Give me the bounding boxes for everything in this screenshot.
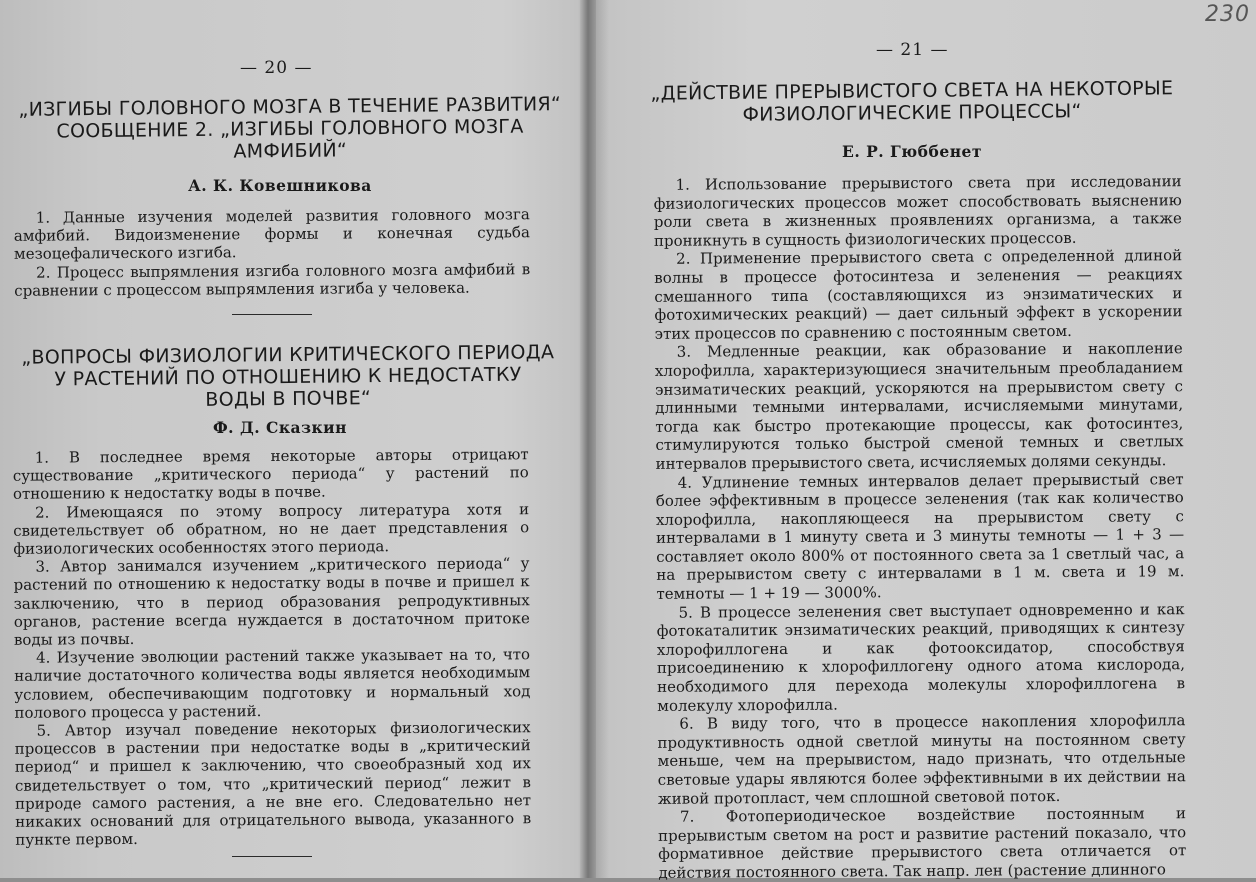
article2-title (8, 341, 569, 413)
article2-author: Ф. Д. Сказкин (212, 418, 348, 437)
archive-corner-mark: 230 (1205, 2, 1250, 27)
article1-title-line2: СООБЩЕНИЕ 2. „ИЗГИБЫ ГОЛОВНОГО МОЗГА (56, 115, 524, 143)
article2-title-line1: „ВОПРОСЫ ФИЗИОЛОГИИ КРИТИЧЕСКОГО ПЕРИОДА (21, 341, 555, 369)
section-divider-bottom (232, 856, 312, 857)
section-divider (232, 314, 312, 315)
article3-paragraph-2: 2. Применение прерывистого света с определенной длиной волны в процессе фотосинтеза и зеленения — реакциях смешанного типа (составляющихся из энзиматических и фотохимических реакций) — дает сильный эффект в ускорении этих процессов по сравнению с постоянным светом. (654, 246, 1183, 343)
article3-paragraph-4: 4. Удлинение темных интервалов делает прерывистый свет более эффективным в процессе зеленения (так как количество хлорофилла, накопляющееся на прерывистом свету с интервалами в 1 минуту света и 3 минуты темноты — 1 + 3 — составляет около 800% от постоянного света за 1 светлый час, а на прерывистом свету с интервалами в 1 м. света и 19 м. темноты — 1 + 19 — 3000%. (655, 469, 1185, 603)
article3-author: Е. Р. Гюббенет (842, 142, 982, 161)
article1-title (10, 93, 571, 165)
article1-paragraph-2: 2. Процесс выпрямления изгиба головного мозга амфибий в сравнении с процессом выпрямления изгиба у человека. (14, 259, 531, 300)
article3-title-line2: ФИЗИОЛОГИЧЕСКИЕ ПРОЦЕССЫ“ (742, 100, 1082, 126)
article1-title-line1: „ИЗГИБЫ ГОЛОВНОГО МОЗГА В ТЕЧЕНИЕ РАЗВИТИЯ“ (18, 93, 562, 121)
article3-paragraph-6: 6. В виду того, что в процессе накопления хлорофилла продуктивность одной светлой минуты на постоянном свету меньше, чем на прерывистом, надо признать, что отдельные световые удары являются более эффективными в их действии на живой протопласт, чем сплошной световой поток. (657, 711, 1186, 808)
article3-title-line1: „ДЕЙСТВИЕ ПРЕРЫВИСТОГО СВЕТА НА НЕКОТОРЫЕ (650, 77, 1174, 105)
article2-paragraph-1: 1. В последнее время некоторые авторы отрицают существование „критического периода“ у растений по отношению к недостатку воды в почве. (12, 445, 529, 504)
page-number-left: — 20 — (240, 58, 313, 78)
left-page (0, 0, 588, 878)
article3-paragraph-5: 5. В процессе зеленения свет выступает одновременно и как фотокаталитик энзиматических реакций, приводящих к синтезу хлорофиллогена и как фотооксидатор, способствуя присоединению к хлорофиллогену одного атома кислорода, необходимого для перехода молекулы хлорофиллогена в молекулу хлорофилла. (656, 599, 1186, 715)
article2-paragraph-2: 2. Имеющаяся по этому вопросу литература хотя и свидетельствует об обратном, но не дает представления о физиологических особенностях этого периода. (13, 499, 530, 558)
article1-paragraph-1: 1. Данные изучения моделей развития головного мозга амфибий. Видоизменение формы и конечная судьба мезоцефалического изгиба. (13, 205, 530, 264)
article2-body (13, 445, 532, 849)
article3-paragraph-7: 7. Фотопериодическое воздействие постоянным и прерывистым светом на рост и развитие растений показало, что формативное действие прерывистого света отличается от действия постоянного света. Так напр. лен (растение длинного (658, 804, 1187, 882)
article2-paragraph-3: 3. Автор занимался изучением „критического периода“ у растений по отношению к недостатку воды в почве и пришел к заключению, что в период образования репродуктивных органов, растение всегда нуждается в достаточном притоке воды из почвы. (13, 554, 530, 649)
article2-paragraph-5: 5. Автор изучал поведение некоторых физиологических процессов в растении при недостатке воды в „критический период“ и пришел к заключению, что своеобразный ход их свидетельствует о том, что „критический период“ лежит в природе самого растения, а не вне его. Следовательно нет никаких оснований для отрицательного вывода, указанного в пункте первом. (14, 718, 532, 850)
article2-paragraph-4: 4. Изучение эволюции растений также указывает на то, что наличие достаточного количества воды является необходимым условием, обеспечивающим подготовку и нормальный ход полового процесса у растений. (14, 645, 531, 722)
article2-title-line2: У РАСТЕНИЙ ПО ОТНОШЕНИЮ К НЕДОСТАТКУ (54, 363, 522, 391)
article3-body (654, 172, 1187, 882)
article3-title (632, 77, 1192, 127)
right-page (592, 0, 1256, 882)
article1-body (14, 205, 531, 300)
article1-title-line3: АМФИБИЙ“ (233, 139, 348, 163)
article1-author: А. К. Ковешникова (188, 176, 372, 195)
page-number-right: — 21 — (876, 40, 949, 60)
article3-paragraph-1: 1. Использование прерывистого света при исследовании физиологических процессов может способствовать выяснению роли света в жизненных проявлениях организма, а также проникнуть в сущность физиологических процессов. (653, 172, 1182, 250)
article3-paragraph-3: 3. Медленные реакции, как образование и накопление хлорофилла, характеризующиеся значительным преобладанием энзиматических реакций, ускоряются на прерывистом свету с длинными темными интервалами, исчисляемыми минутами, тогда как быстро протекающие процессы, как фотосинтез, стимулируются только быстрой сменой темных и светлых интервалов прерывистого света, исчисляемых долями секунды. (654, 339, 1184, 473)
article2-title-line3: ВОДЫ В ПОЧВЕ“ (205, 387, 372, 411)
